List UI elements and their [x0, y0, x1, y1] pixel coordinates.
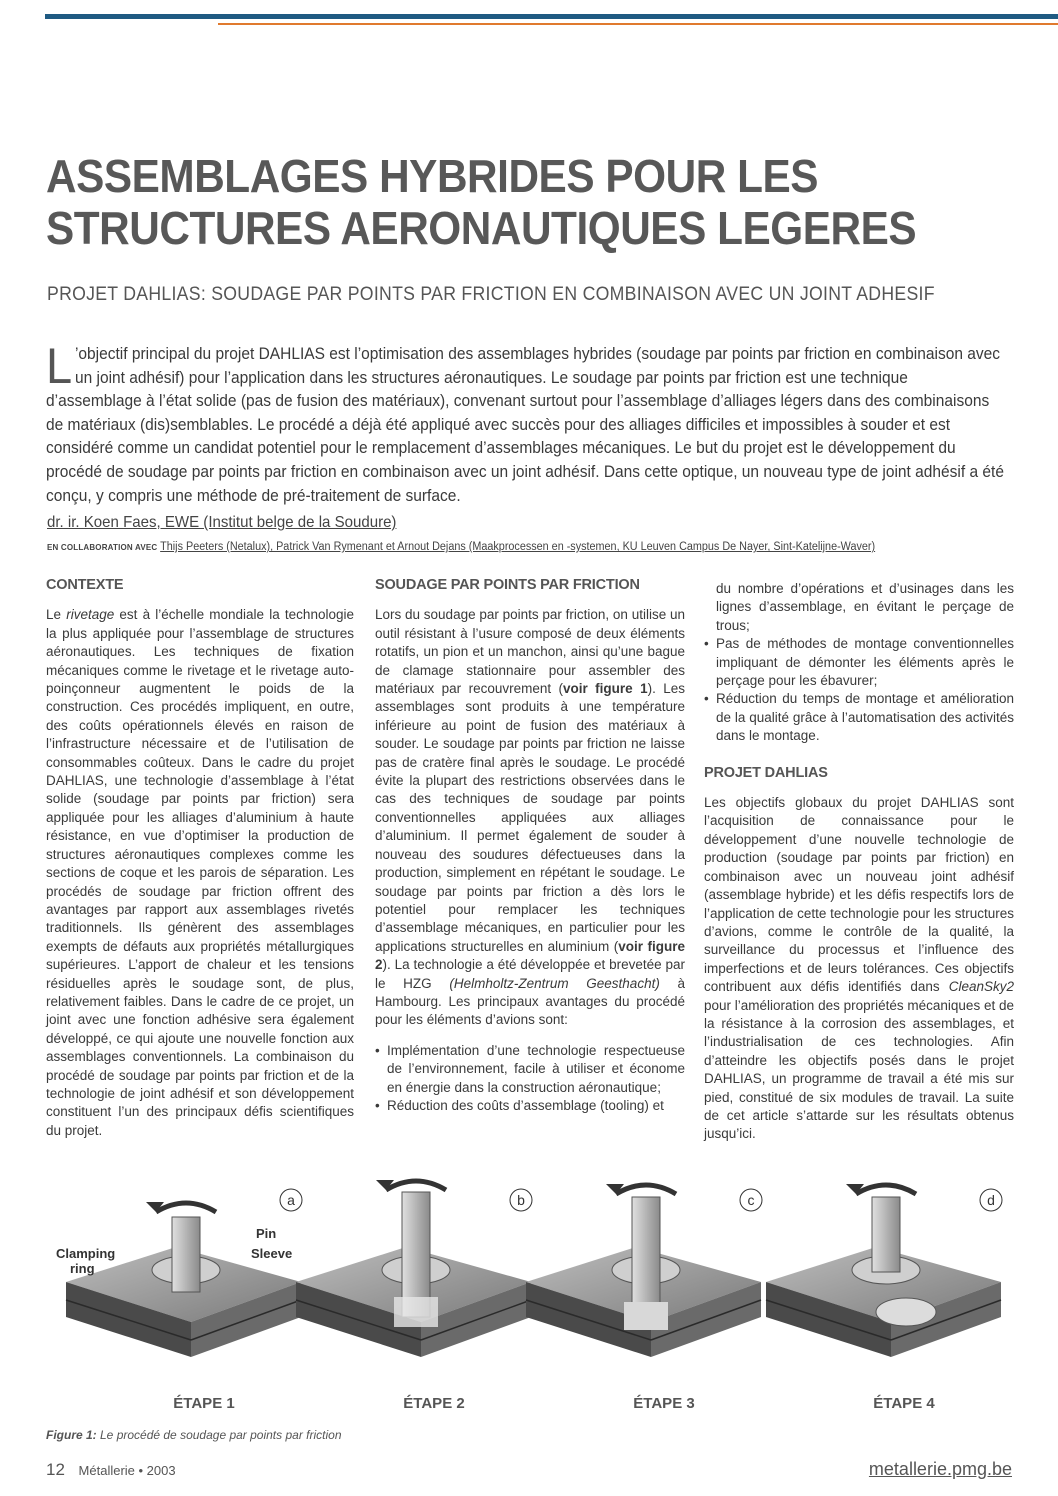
advantages-list: [375, 1042, 685, 1116]
intro-text: ’objectif principal du projet DAHLIAS est l’optimisation des assemblages hybrides (soudage par points par friction en combinaison avec un joint adhésif) pour l’application dans les structures aéronautiques. Le soudage par points par friction est une technique d’assemblage à l’état solide (pas de fusion des matériaux), convenant surtout pour l’assemblage d’alliages légers dans des combinaisons de matériaux (dis)semblables. Le procédé a déjà été appliqué avec succès pour des alliages difficiles et impossibles à souder et est considéré comme un candidat potentiel pour le remplacement d’assemblages mécaniques. Le but du projet est le développement du procédé de soudage par points par friction en combinaison avec un joint adhésif. Dans cette optique, un nouveau type de joint adhésif a été conçu, y compris une méthode de pré-traitement de surface.: [46, 345, 1004, 505]
emphasis-cleansky2: CleanSky2: [948, 979, 1014, 995]
panel-a: [56, 1189, 302, 1412]
rotation-arrow: [616, 1185, 676, 1194]
text-run: Les objectifs globaux du projet DAHLIAS sont l’acquisition de connaissance pour le développement d’une nouvelle technologie de production (soudage par points par friction) en combinaison avec un nouveau joint adhésif (assemblage hybride) et les défis respectifs lors de l’application de cette technologie pour les structures d’avions, comme le contrôle de la qualité, la surveillance du processus et l’influence des imperfections et de leurs tolérances. Ces objectifs contribuent aux défis identifiés dans: [704, 795, 1014, 995]
emphasis-hzg: (Helmholtz-Zentrum Geesthacht): [449, 975, 660, 991]
section-heading-dahlias: PROJET DAHLIAS: [704, 764, 828, 781]
rotation-arrow: [156, 1203, 216, 1212]
text-run: à Hambourg. Les principaux avantages du procédé pour les éléments d’avions sont:: [375, 975, 686, 1028]
rotation-arrow: [386, 1181, 446, 1190]
collab-names[interactable]: Thijs Peeters (Netalux), Patrick Van Rymenant et Arnout Dejans (Maakprocessen en -systemen, KU Leuven Campus De Nayer, Sint-Katelijne-Waver): [160, 541, 876, 553]
intro-paragraph: [46, 338, 1005, 508]
label-sleeve: Sleeve: [251, 1246, 293, 1261]
stir-zone: [394, 1297, 438, 1327]
title-line-2: STRUCTURES AERONAUTIQUES LEGERES: [46, 202, 917, 254]
panel-d: [766, 1184, 1002, 1412]
text-run: ). La technologie a été développée et brevetée par le HZG: [375, 957, 685, 991]
footer-url-link[interactable]: metallerie.pmg.be: [868, 1459, 1012, 1479]
page-number: 12: [46, 1460, 65, 1479]
title-line-1: ASSEMBLAGES HYBRIDES POUR LES: [46, 150, 819, 202]
panel-c: [526, 1184, 762, 1412]
collab-label: EN COLLABORATION AVEC: [47, 542, 158, 552]
header-blue-rule: [45, 14, 1058, 19]
weld-nugget: [876, 1298, 936, 1326]
text-run: Le: [46, 607, 67, 623]
dahlias-paragraph: [704, 794, 1014, 1144]
section-heading-soudage: SOUDAGE PAR POINTS PAR FRICTION: [375, 577, 640, 593]
label-ring: ring: [70, 1261, 95, 1276]
panel-letter: a: [287, 1192, 295, 1208]
soudage-paragraph: [375, 606, 685, 1029]
article-subtitle: PROJET DAHLIAS: SOUDAGE PAR POINTS PAR FRICTION EN COMBINAISON AVEC UN JOINT ADHESIF: [47, 284, 935, 305]
collaboration-line: [47, 541, 1006, 553]
section-heading-contexte: CONTEXTE: [46, 577, 124, 593]
label-clamping: Clamping: [56, 1246, 116, 1261]
rotation-arrow: [856, 1185, 916, 1194]
panel-b: [296, 1180, 532, 1412]
label-pin: Pin: [256, 1226, 277, 1241]
header-orange-rule: [218, 23, 1058, 25]
step-label: ÉTAPE 1: [173, 1395, 235, 1412]
column-3: [704, 580, 1014, 1156]
author-link[interactable]: dr. ir. Koen Faes, EWE (Institut belge de la Soudure): [47, 514, 397, 531]
stir-zone: [624, 1302, 668, 1330]
caption-label: Figure 1:: [46, 1428, 97, 1442]
pin-sleeve-tool: [872, 1197, 900, 1272]
pin-sleeve-tool: [172, 1217, 200, 1292]
emphasis-rivetage: rivetage: [66, 607, 115, 623]
list-item: • Réduction du temps de montage et amélioration de la qualité grâce à l’automatisation des activités dans le montage.: [704, 690, 1014, 745]
caption-text: Le procédé de soudage par points par friction: [96, 1428, 342, 1442]
text-run: est à l’échelle mondiale la technologie la plus appliquée pour l’assemblage de structures aéronautiques. Les techniques de fixation mécaniques comme le rivetage et le rivetage auto-poinçonneur augmentent le poids de la construction. Ces procédés impliquent, en outre, des coûts opérationnels élevés en raison de l’infrastructure nécessaire et de l’utilisation de consommables coûteux. Dans le cadre du projet DAHLIAS, une technologie d’assemblage à l’état solide (soudage par points par friction) sera appliquée pour les alliages d’aluminium à haute résistance, en vue d’optimiser la production de structures aéronautiques complexes comme les sections de coque et les parois de séparation. Les procédés de soudage par friction offrent des avantages par rapport aux assemblages rivetés traditionnels. Ils génèrent des assemblages exempts de défauts aux propriétés métallurgiques supérieures. L’apport de chaleur et les tensions résiduelles après le soudage sont, de plus, relativement faibles. Dans le cadre de ce projet, un joint avec une fonction adhésive sera également développé, ce qui ajoute une nouvelle fonction aux assemblages conventionnels. La combinaison du procédé de soudage par points par friction et de la technologie de joint adhésif et son développement constituent l’un des principaux défis scientifiques du projet.: [46, 607, 354, 1138]
list-item: • Réduction des coûts d’assemblage (tooling) et: [375, 1097, 685, 1115]
text-run: Lors du soudage par points par friction, on utilise un outil résistant à l’usure composé de deux éléments rotatifs, un pion et un manchon, ainsi qu’une bague de clamage stationnaire pour assembler des matériaux par recouvrement (: [375, 607, 685, 697]
figure-2-reference: voir figure 2: [375, 938, 686, 973]
contexte-paragraph: [46, 606, 354, 1140]
figure-caption: [46, 1428, 342, 1442]
column-1: [46, 576, 354, 1152]
figure-1-reference: voir figure 1: [563, 681, 648, 697]
drop-cap: L: [46, 338, 73, 394]
pin-sleeve-tool: [632, 1197, 660, 1307]
text-run: pour l’amélioration des propriétés mécaniques et de la résistance à la corrosion des assemblages, et l’industrialisation de ces technologies. Afin d’atteindre les objectifs posés dans le projet DAHLIAS, un programme de travail a été mis sur pied, constitué de six modules de travail. La suite de cet article s’attarde sur les résultats obtenus jusqu’ici.: [704, 997, 1014, 1142]
step-label: ÉTAPE 4: [873, 1395, 935, 1412]
text-run: ). Les assemblages sont produits à une température inférieure au point de fusion des matériaux à souder. Le soudage par points par friction ne laisse pas de cratère final après le soudage. Le procédé évite la plupart des restrictions observées dans le cas des techniques de soudage par points conventionnelles appliquées aux alliages d’aluminium. Il permet également de souder à nouveau des soudures défectueuses dans la production, simplement en répétant le soudage. Le soudage par points par friction a dès lors le potentiel pour remplacer les techniques d’assemblage mécaniques, en particulier pour les applications structurelles en aluminium (: [375, 681, 685, 954]
list-item: • Implémentation d’une technologie respectueuse de l’environnement, facile à utiliser et économe en énergie dans la construction aéronautique;: [375, 1042, 685, 1097]
footer-left: [46, 1460, 176, 1480]
step-label: ÉTAPE 2: [403, 1395, 465, 1412]
panel-letter: d: [987, 1192, 995, 1208]
panel-letter: c: [747, 1192, 755, 1208]
magazine-name: Métallerie • 2003: [78, 1463, 176, 1478]
column-2: [375, 576, 685, 1115]
figure-1-process-diagram: [46, 1172, 1026, 1422]
step-label: ÉTAPE 3: [633, 1395, 695, 1412]
article-title: [46, 150, 966, 254]
list-continuation: du nombre d’opérations et d’usinages dans les lignes d’assemblage, en évitant le perçage de trous;: [716, 581, 1014, 633]
list-item: • Pas de méthodes de montage conventionnelles impliquant de démonter les éléments après le perçage pour les ébavurer;: [704, 635, 1014, 690]
panel-letter: b: [517, 1192, 525, 1208]
advantages-list-continued: [704, 635, 1014, 745]
